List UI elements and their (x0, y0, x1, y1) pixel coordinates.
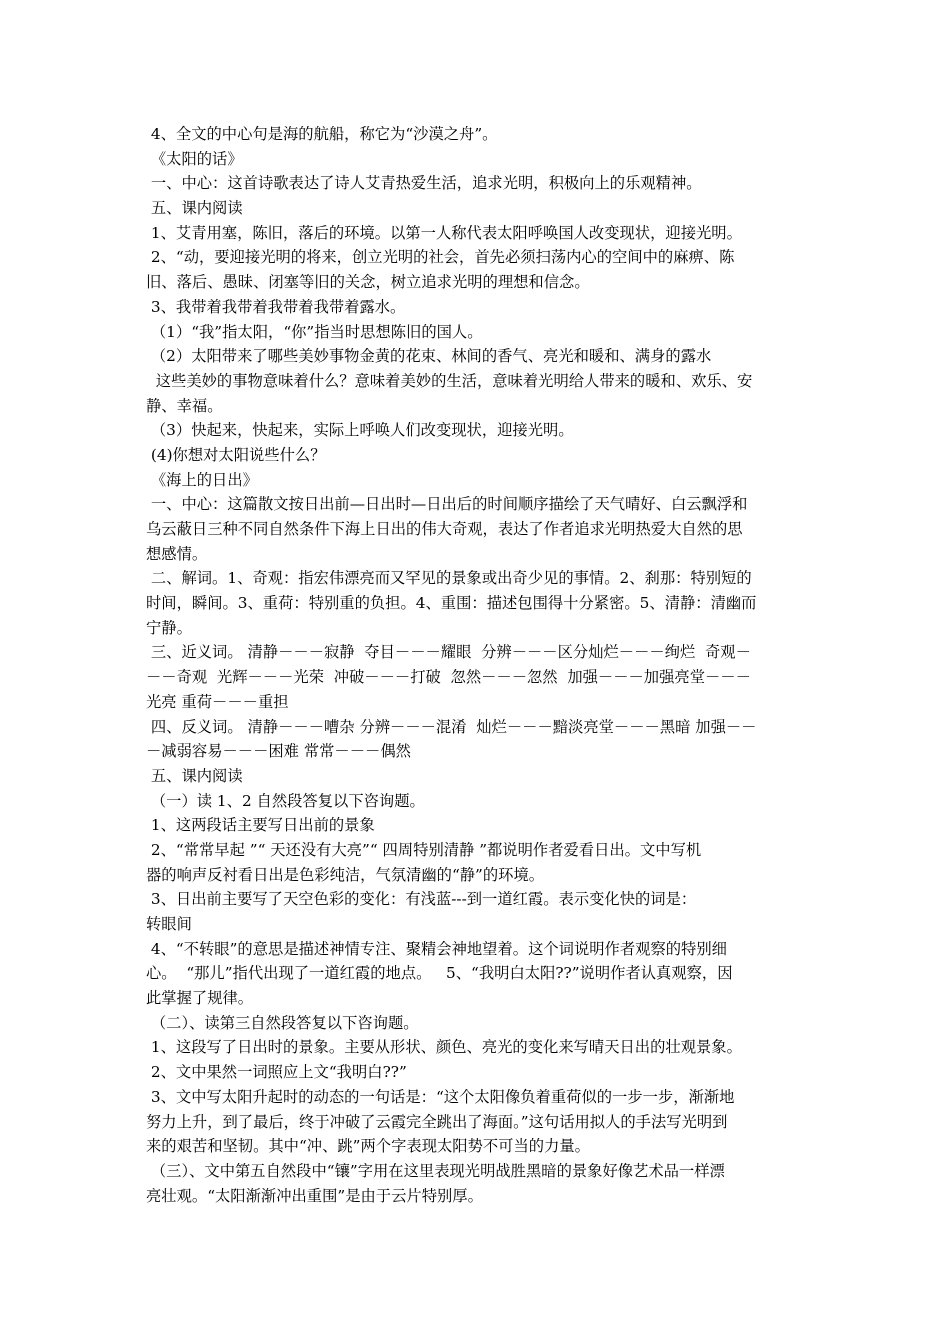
text-line: （1）“我”指太阳，“你”指当时思想陈旧的国人。 (146, 322, 483, 341)
text-line: 一、中心：这首诗歌表达了诗人艾青热爱生活，追求光明，积极向上的乐观精神。 (146, 174, 702, 193)
text-line: 《太阳的话》 (146, 149, 243, 168)
text-line: 器的响声反衬看日出是色彩纯洁，气氛清幽的“静”的环境。 (146, 865, 545, 884)
text-line: 3、文中写太阳升起时的动态的一句话是：“这个太阳像负着重荷似的一步一步，渐渐地 (146, 1087, 735, 1106)
text-line: 1、这两段话主要写日出前的景象 (146, 816, 375, 835)
text-line: 想感情。 (146, 544, 208, 563)
text-line: 光亮 重荷－－－重担 (146, 692, 289, 711)
text-line: 亮壮观。“太阳渐渐冲出重围”是由于云片特别厚。 (146, 1186, 483, 1205)
text-line: 四、反义词。 清静－－－嘈杂 分辨－－－混淆 灿烂－－－黯淡亮堂－－－黑暗 加强－－ (146, 717, 757, 736)
text-line: 1、这段写了日出时的景象。主要从形状、颜色、亮光的变化来写晴天日出的壮观景象。 (146, 1038, 742, 1057)
text-line: 4、全文的中心句是海的航船，称它为“沙漠之舟”。 (146, 125, 498, 143)
text-line: 心。 “那儿”指代出现了一道红霞的地点。 5、“我明白太阳??”说明作者认真观察，因 (146, 964, 733, 983)
text-line: 这些美妙的事物意味着什么？意味着美妙的生活，意味着光明给人带来的暖和、欢乐、安 (146, 371, 753, 390)
text-line: 2、“常常早起 ”“ 天还没有大亮”“ 四周特别清静 ”都说明作者爱看日出。文中写机 (146, 840, 702, 859)
text-line: 4、“不转眼”的意思是描述神情专注、聚精会神地望着。这个词说明作者观察的特别细 (146, 939, 727, 958)
text-line: 五、课内阅读 (146, 199, 243, 218)
text-line: 一、中心：这篇散文按日出前—日出时—日出后的时间顺序描绘了天气晴好、白云飘浮和 (146, 495, 748, 514)
text-line: 3、我带着我带着我带着我带着露水。 (146, 297, 406, 316)
text-line: (4)你想对太阳说些什么？ (146, 445, 326, 464)
text-line: 2、文中果然一词照应上文“我明白??” (146, 1063, 407, 1082)
text-line: 2、“动，要迎接光明的将来，创立光明的社会，首先必须扫荡内心的空间中的麻痹、陈 (146, 248, 735, 267)
text-line: （一）读 1、2 自然段答复以下咨询题。 (146, 791, 425, 810)
text-line: 努力上升，到了最后，终于冲破了云霞完全跳出了海面。”这句话用拟人的手法写光明到 (146, 1112, 728, 1131)
text-line: 旧、落后、愚昧、闭塞等旧的关念，树立追求光明的理想和信念。 (146, 273, 590, 292)
text-line: 时间，瞬间。3、重荷：特别重的负担。4、重围：描述包围得十分紧密。5、清静：清幽而 (146, 594, 757, 613)
text-line: 静、幸福。 (146, 396, 223, 415)
text-line: 三、近义词。 清静－－－寂静 夺目－－－耀眼 分辨－－－区分灿烂－－－绚烂 奇观－ (146, 643, 751, 662)
text-line: 乌云蔽日三种不同自然条件下海上日出的伟大奇观，表达了作者追求光明热爱大自然的思 (146, 520, 743, 538)
text-line: 1、艾青用塞，陈旧，落后的环境。以第一人称代表太阳呼唤国人改变现状，迎接光明。 (146, 223, 742, 242)
text-line: －－奇观 光辉－－－光荣 冲破－－－打破 忽然－－－忽然 加强－－－加强亮堂－－－ (146, 668, 751, 687)
text-line: 二、解词。1、奇观：指宏伟漂亮而又罕见的景象或出奇少见的事情。2、刹那：特别短的 (146, 569, 752, 588)
text-line: （二）、读第三自然段答复以下咨询题。 (146, 1013, 419, 1032)
text-line: 此掌握了规律。 (146, 989, 254, 1008)
document-body (146, 122, 811, 1208)
text-line: （3）快起来，快起来，实际上呼唤人们改变现状，迎接光明。 (146, 421, 574, 440)
text-line: （2）太阳带来了哪些美妙事物金黄的花束、林间的香气、亮光和暖和、满身的露水 (146, 347, 712, 366)
text-line: 宁静。 (146, 618, 192, 637)
text-line: （三）、文中第五自然段中“镶”字用在这里表现光明战胜黑暗的景象好像艺术品一样漂 (146, 1161, 725, 1180)
text-line: 《海上的日出》 (146, 470, 258, 489)
text-line: －减弱容易－－－困难 常常－－－偶然 (146, 742, 411, 761)
text-line: 转眼间 (146, 915, 192, 933)
text-line: 3、日出前主要写了天空色彩的变化：有浅蓝---到一道红霞。表示变化快的词是： (146, 890, 697, 909)
text-line: 五、课内阅读 (146, 766, 243, 785)
text-line: 来的艰苦和坚韧。其中“冲、跳”两个字表现太阳势不可当的力量。 (146, 1137, 590, 1156)
